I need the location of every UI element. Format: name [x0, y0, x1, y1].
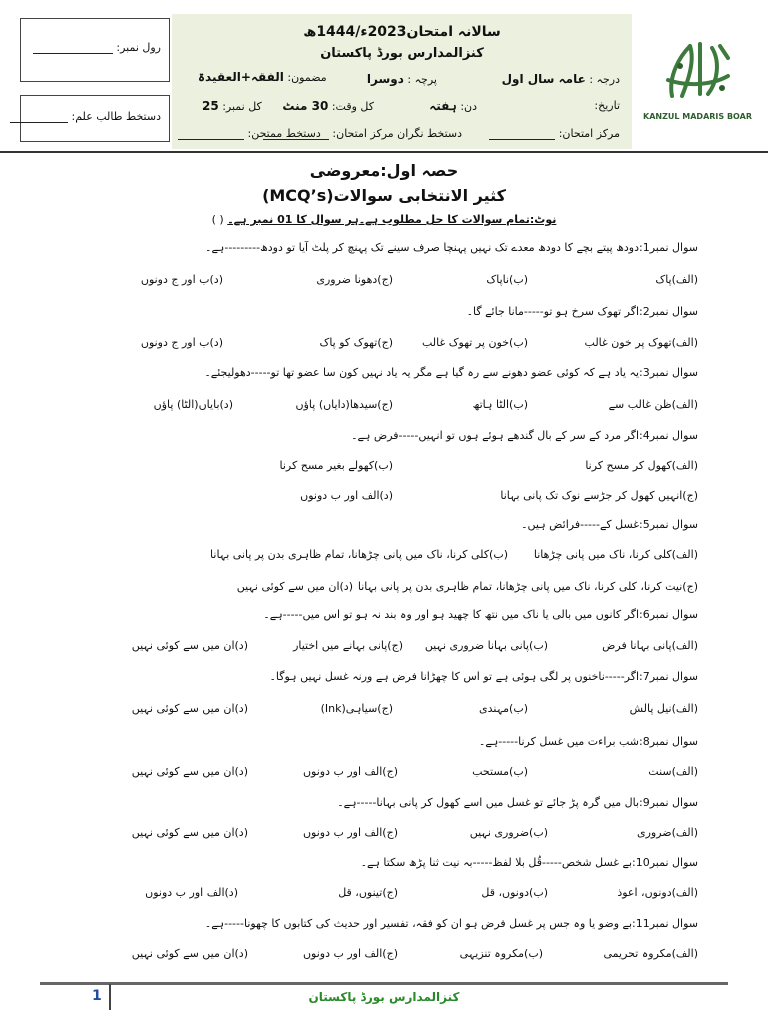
date-label: تاریخ: [594, 99, 620, 112]
option-c[interactable]: (ج)نیت کرنا، کلی کرنا، ناک میں پانی چڑھانا، تمام ظاہری بدن پر پانی بہانا [357, 580, 698, 593]
option-b[interactable]: (ب)مکروہ تنزیہی [459, 947, 543, 960]
question-text: سوال نمبر6:اگر کانوں میں بالی یا ناک میں نتھ کا چھید ہو اور وہ بند نہ ہو تو اس میں-----ہے۔ [263, 608, 698, 621]
time-field [282, 99, 374, 113]
board-logo [640, 14, 755, 149]
question-text: سوال نمبر10:بے غسل شخص-----قُل بلا لفظ-----بہ نیت ثنا پڑھ سکتا ہے۔ [360, 856, 698, 869]
option-d[interactable]: (د)الف اور ب دونوں [145, 886, 238, 899]
option-b[interactable]: (ب)مستحب [472, 765, 528, 778]
option-c[interactable]: (ج)الف اور ب دونوں [302, 826, 398, 839]
question-text: سوال نمبر3:یہ یاد ہے کہ کوئی عضو دھونے سے رہ گیا ہے مگر یہ یاد نہیں کون سا عضو تھا تو-----دھولیجئے۔ [204, 366, 698, 379]
grade-label: درجہ : [589, 73, 620, 86]
marks-value: 25 [202, 99, 219, 113]
option-d[interactable]: (د)الف اور ب دونوں [300, 489, 393, 502]
question-text: سوال نمبر2:اگر تھوک سرخ ہو تو-----مانا جائے گا۔ [466, 305, 698, 318]
option-a[interactable]: (الف)کھول کر مسح کرنا [585, 459, 698, 472]
student-signature-line[interactable] [10, 112, 68, 123]
exam-center-line[interactable] [489, 129, 555, 140]
option-b[interactable]: (ب)خون پر تھوک غالب [421, 336, 528, 349]
question-text: سوال نمبر4:اگر مرد کے سر کے بال گندھے ہوئے ہوں تو انہیں-----فرض ہے۔ [351, 429, 698, 442]
day-field [429, 99, 477, 113]
student-signature-label: دستخط طالب علم: [71, 110, 161, 123]
question-text: سوال نمبر7:اگر-----ناخنوں پر لگی ہوئی ہے تو اس کا چھڑانا فرض ہے ورنہ غسل نہیں ہوگا۔ [269, 670, 698, 683]
marks-field [202, 99, 262, 113]
subject-field [198, 70, 327, 84]
option-b[interactable]: (ب)ضروری نہیں [469, 826, 548, 839]
note-text: نوٹ:تمام سوالات کا حل مطلوب ہے۔ہر سوال کا 01 نمبر ہے۔ [227, 213, 557, 226]
option-b[interactable]: (ب)الٹا ہاتھ [472, 398, 528, 411]
board-name: کنزالمدارس بورڈ پاکستان [320, 46, 484, 61]
section-title: حصہ اول:معروضی [309, 161, 459, 180]
exam-center-field [489, 127, 620, 140]
option-d[interactable]: (د)ان میں سے کوئی نہیں [131, 947, 248, 960]
option-d[interactable]: (د)ب اور ج دونوں [140, 273, 223, 286]
option-d[interactable]: (د)ان میں سے کوئی نہیں [131, 702, 248, 715]
option-d[interactable]: (د)ان میں سے کوئی نہیں [131, 826, 248, 839]
time-label: کل وقت: [331, 100, 374, 113]
examiner-signature-line[interactable] [178, 129, 244, 140]
option-b[interactable]: (ب)کھولے بغیر مسح کرنا [279, 459, 393, 472]
paper-label: پرچہ : [407, 73, 437, 86]
exam-title: سالانہ امتحان2023ء/1444ھ [303, 24, 501, 40]
option-b[interactable]: (ب)دونوں، قل [481, 886, 548, 899]
option-d[interactable]: (د)ان میں سے کوئی نہیں [236, 580, 353, 593]
option-a[interactable]: (الف)پاک [655, 273, 698, 286]
paper-value: دوسرا [366, 72, 404, 86]
marks-label: کل نمبر: [222, 100, 262, 113]
day-value: ہفتہ [429, 99, 457, 113]
page-number: 1 [92, 988, 102, 1004]
option-a[interactable]: (الف)کلی کرنا، ناک میں پانی چڑھانا [533, 548, 698, 561]
option-b[interactable]: (ب)ناپاک [486, 273, 528, 286]
grade-value: عامہ سال اول [501, 72, 586, 86]
footer-board-name: کنزالمدارس بورڈ پاکستان [308, 990, 460, 1004]
option-b[interactable]: (ب)کلی کرنا، ناک میں پانی چڑھانا، تمام ظاہری بدن پر پانی بہانا [210, 548, 508, 561]
footer-divider [40, 982, 728, 985]
roll-number-line[interactable] [33, 43, 113, 54]
option-a[interactable]: (الف)ضروری [636, 826, 698, 839]
student-signature-box [20, 95, 170, 142]
option-d[interactable]: (د)ان میں سے کوئی نہیں [131, 765, 248, 778]
subject-label: مضمون: [287, 71, 327, 84]
instruction-note [0, 213, 768, 226]
roll-number-field [33, 41, 161, 54]
grade-field [502, 72, 620, 86]
subject-value: الفقہ+العقیدۃ [198, 70, 284, 84]
roll-number-label: رول نمبر: [116, 41, 161, 54]
option-b[interactable]: (ب)مہندی [479, 702, 528, 715]
roll-number-box [20, 18, 170, 82]
question-text: سوال نمبر11:بے وضو یا وہ جس پر غسل فرض ہو ان کو فقہ، تفسیر اور حدیث کی کتابوں کا چھونا-----ہے۔ [204, 917, 698, 930]
option-a[interactable]: (الف)دونوں، اعوذ [617, 886, 698, 899]
option-c[interactable]: (ج)سیدھا(دایاں) پاؤں [295, 398, 393, 411]
header-divider [0, 151, 768, 153]
option-a[interactable]: (الف)ظن غالب سے [608, 398, 698, 411]
answer-bracket[interactable]: ( ) [211, 213, 224, 226]
option-c[interactable]: (ج)دھونا ضروری [316, 273, 393, 286]
option-c[interactable]: (ج)الف اور ب دونوں [302, 947, 398, 960]
calligraphy-logo-icon [660, 36, 735, 108]
option-a[interactable]: (الف)پانی بہانا فرض [602, 639, 698, 652]
option-c[interactable]: (ج)تھوک کو پاک [319, 336, 393, 349]
section-subtitle: کثیر الانتخابی سوالات(MCQ’s) [262, 186, 506, 205]
exam-info-panel [172, 14, 632, 149]
option-a[interactable]: (الف)تھوک پر خون غالب [584, 336, 698, 349]
logo-text: KANZUL MADARIS BOAR [643, 112, 752, 121]
option-d[interactable]: (د)بایاں(الٹا) پاؤں [153, 398, 233, 411]
option-a[interactable]: (الف)مکروہ تحریمی [603, 947, 698, 960]
option-b[interactable]: (ب)پانی بہانا ضروری نہیں [424, 639, 548, 652]
option-c[interactable]: (ج)انہیں کھول کر جڑسے نوک تک پانی بہانا [500, 489, 698, 502]
option-c[interactable]: (ج)تینوں، قل [338, 886, 398, 899]
exam-center-label: مرکز امتحان: [558, 127, 620, 140]
question-text: سوال نمبر9:بال میں گرہ پڑ جائے تو غسل میں اسے کھول کر پانی بہانا-----ہے۔ [337, 796, 698, 809]
option-c[interactable]: (ج)سیاہی(Ink) [320, 702, 393, 715]
paper-field [367, 72, 437, 86]
date-field [594, 99, 620, 112]
option-a[interactable]: (الف)سنت [648, 765, 698, 778]
supervisor-signature-label: دستخط نگران مرکز امتحان: [332, 127, 462, 140]
question-text: سوال نمبر5:غسل کے-----فرائض ہیں۔ [521, 518, 698, 531]
day-label: دن: [460, 100, 477, 113]
question-text: سوال نمبر1:دودھ پیتے بچے کا دودھ معدے تک نہیں پہنچا صرف سینے تک پہنچ کر پلٹ آیا تو دودھ---------ہے۔ [205, 241, 698, 254]
examiner-signature-field [178, 127, 321, 140]
option-a[interactable]: (الف)نیل پالش [629, 702, 698, 715]
time-value: 30 منٹ [282, 99, 329, 113]
question-text: سوال نمبر8:شب براءت میں غسل کرنا-----ہے۔ [478, 735, 698, 748]
option-d[interactable]: (د)ب اور ج دونوں [140, 336, 223, 349]
student-signature-field [10, 110, 161, 123]
option-c[interactable]: (ج)الف اور ب دونوں [302, 765, 398, 778]
examiner-signature-label: دستخط ممتحن: [247, 127, 321, 140]
option-d[interactable]: (د)ان میں سے کوئی نہیں [131, 639, 248, 652]
option-c[interactable]: (ج)پانی بہانے میں اختیار [293, 639, 403, 652]
